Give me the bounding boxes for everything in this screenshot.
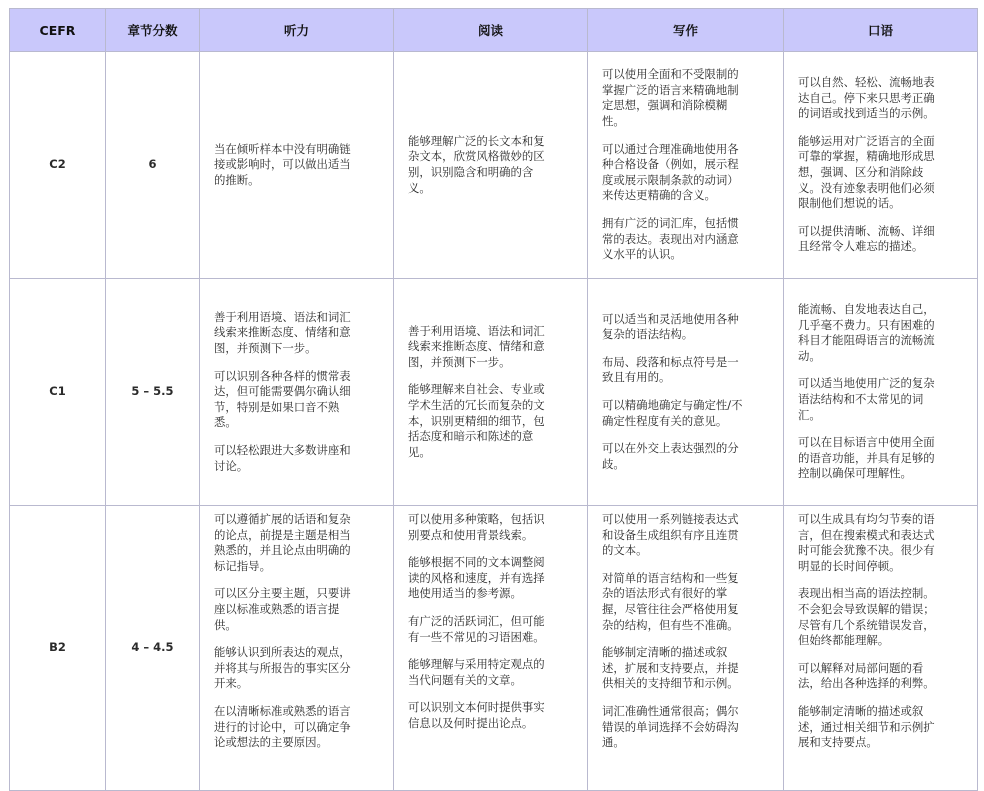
descriptor-text: 能够制定清晰的描述或叙 述，扩展和支持要点，并提 供相关的支持细节和示例。 [602,645,739,691]
reading-cell [394,279,588,506]
descriptor-text: 善于利用语境、语法和词汇 线索来推断态度、情绪和意 图，并预测下一步。 [408,323,545,369]
descriptor-text: 可以精确地确定与确定性/不 确定性程度有关的意见。 [602,398,743,428]
speaking-cell [784,506,978,791]
descriptor-text: 拥有广泛的词汇库，包括惯 常的表达。表现出对内涵意 义水平的认识。 [602,215,739,262]
descriptor-text: 词汇准确性通常很高；偶尔 错误的单词选择不会妨碍沟 通。 [602,703,739,750]
descriptor-text: 能够理解来自社会、专业或 学术生活的冗长而复杂的文 本，识别更精细的细节，包 括态度和暗示和陈述的意 见。 [408,382,545,459]
descriptor-text: 可以使用一系列链接表达式 和设备生成组织有序且连贯 的文本。 [602,512,739,558]
cefr-level-cell: B2 [10,506,106,791]
table-header-row [10,9,978,52]
band-score-cell: 4 – 4.5 [106,506,200,791]
cefr-ielts-table [9,8,978,791]
listening-cell [200,506,394,791]
header-reading: 阅读 [394,9,588,52]
band-score-cell: 5 – 5.5 [106,279,200,506]
writing-cell [588,52,784,279]
listening-cell [200,52,394,279]
descriptor-text: 可以识别文本何时提供事实 信息以及何时提出论点。 [408,700,545,730]
band-score-cell: 6 [106,52,200,279]
descriptor-text: 表现出相当高的语法控制。 不会犯会导致误解的错误； 尽管有几个系统错误发音， 但始终都能理解。 [798,586,935,648]
descriptor-text: 能流畅、自发地表达自己， 几乎毫不费力。只有困难的 科目才能阻碍语言的流畅流 动。 [798,302,935,363]
descriptor-text: 对简单的语言结构和一些复 杂的语法形式有很好的掌 握，尽管往往会严格使用复 杂的结构，但有些不准确。 [602,570,739,632]
table-row-b2 [10,506,978,791]
header-cefr: CEFR [10,9,106,52]
descriptor-text: 可以生成具有均匀节奏的语 言，但在搜索模式和表达式 时可能会犹豫不决。很少有 明显的长时间停顿。 [798,512,935,573]
table-row-c1 [10,279,978,506]
descriptor-text: 可以使用全面和不受限制的 掌握广泛的语言来精确地制 定思想，强调和消除模糊 性。 [602,67,739,129]
cefr-level-cell: C1 [10,279,106,506]
descriptor-text: 可以解释对局部问题的看 法，给出各种选择的利弊。 [798,660,935,691]
header-writing: 写作 [588,9,784,52]
descriptor-text: 可以识别各种各样的惯常表 达，但可能需要偶尔确认细 节，特别是如果口音不熟 悉。 [214,368,351,430]
descriptor-text: 能够根据不同的文本调整阅 读的风格和速度，并有选择 地使用适当的参考源。 [408,555,545,601]
header-speaking: 口语 [784,9,978,52]
descriptor-text: 可以适当地使用广泛的复杂 语法结构和不太常见的词 汇。 [798,376,935,422]
speaking-cell [784,279,978,506]
descriptor-text: 有广泛的活跃词汇，但可能 有一些不常见的习语困难。 [408,613,545,644]
descriptor-text: 当在倾听样本中没有明确链 接或影响时，可以做出适当 的推断。 [214,141,351,187]
descriptor-text: 能够制定清晰的描述或叙 述，通过相关细节和示例扩 展和支持要点。 [798,703,935,750]
descriptor-text: 能够理解与采用特定观点的 当代问题有关的文章。 [408,657,545,687]
cefr-level-cell: C2 [10,52,106,279]
descriptor-text: 可以通过合理准确地使用各 种合格设备（例如，展示程 度或展示限制条款的动词） 来传达更精确的含义。 [602,141,739,203]
descriptor-text: 可以在目标语言中使用全面 的语音功能，并具有足够的 控制以确保可理解性。 [798,435,935,481]
speaking-cell [784,52,978,279]
descriptor-text: 可以使用多种策略，包括识 别要点和使用背景线索。 [408,512,545,542]
descriptor-text: 善于利用语境、语法和词汇 线索来推断态度、情绪和意 图，并预测下一步。 [214,309,351,356]
descriptor-text: 可以遵循扩展的话语和复杂 的论点，前提是主题是相当 熟悉的，并且论点由明确的 标记指导。 [214,512,351,573]
reading-cell [394,506,588,791]
writing-cell [588,279,784,506]
descriptor-text: 布局、段落和标点符号是一 致且有用的。 [602,354,739,385]
header-listening: 听力 [200,9,394,52]
descriptor-text: 可以自然、轻松、流畅地表 达自己。停下来只思考正确 的词语或找到适当的示例。 [798,75,935,121]
descriptor-text: 可以在外交上表达强烈的分 歧。 [602,441,739,471]
table-row-c2 [10,52,978,279]
descriptor-text: 在以清晰标准或熟悉的语言 进行的讨论中，可以确定争 论或想法的主要原因。 [214,703,351,750]
descriptor-text: 可以区分主要主题，只要讲 座以标准或熟悉的语言提 供。 [214,586,351,632]
descriptor-text: 能够运用对广泛语言的全面 可靠的掌握，精确地形成思 想，强调、区分和消除歧 义。没有迹象表明他们必须 限制他们想说的话。 [798,133,935,211]
descriptor-text: 可以提供清晰、流畅、详细 且经常令人难忘的描述。 [798,223,935,254]
descriptor-text: 可以适当和灵活地使用各种 复杂的语法结构。 [602,311,739,342]
descriptor-text: 可以轻松跟进大多数讲座和 讨论。 [214,442,351,473]
header-band-score: 章节分数 [106,9,200,52]
writing-cell [588,506,784,791]
reading-cell [394,52,588,279]
descriptor-text: 能够认识到所表达的观点， 并将其与所报告的事实区分 开来。 [214,645,351,691]
listening-cell [200,279,394,506]
descriptor-text: 能够理解广泛的长文本和复 杂文本，欣赏风格微妙的区 别，识别隐含和明确的含 义。 [408,133,545,195]
